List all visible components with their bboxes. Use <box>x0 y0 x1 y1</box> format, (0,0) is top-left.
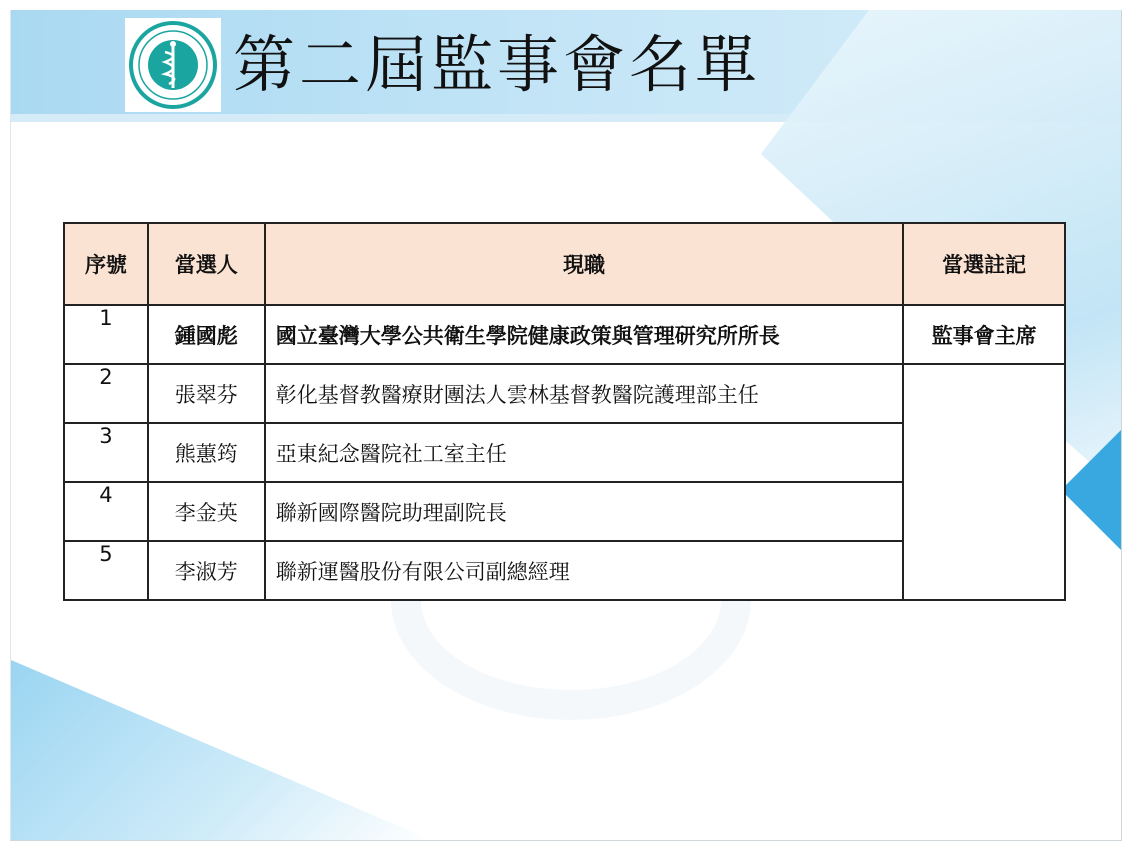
row-position: 彰化基督教醫療財團法人雲林基督教醫院護理部主任 <box>265 364 904 423</box>
supervisors-table <box>63 222 1066 601</box>
slide <box>10 10 1122 841</box>
row-name: 李金英 <box>148 482 265 541</box>
row-no: 4 <box>64 482 148 541</box>
row-position: 聯新國際醫院助理副院長 <box>265 482 904 541</box>
row-note-empty <box>903 364 1065 600</box>
table-row <box>64 364 1065 423</box>
row-no: 5 <box>64 541 148 600</box>
header-position: 現職 <box>265 223 904 305</box>
header-note: 當選註記 <box>903 223 1065 305</box>
table-header-row <box>64 223 1065 305</box>
row-position: 聯新運醫股份有限公司副總經理 <box>265 541 904 600</box>
row-position: 亞東紀念醫院社工室主任 <box>265 423 904 482</box>
row-position: 國立臺灣大學公共衛生學院健康政策與管理研究所所長 <box>265 305 904 364</box>
corner-triangle-decoration <box>11 660 431 840</box>
header-name: 當選人 <box>148 223 265 305</box>
page-title: 第二屆監事會名單 <box>233 28 762 101</box>
row-name: 鍾國彪 <box>148 305 265 364</box>
row-name: 熊蕙筠 <box>148 423 265 482</box>
row-no: 3 <box>64 423 148 482</box>
header-no: 序號 <box>64 223 148 305</box>
row-note: 監事會主席 <box>903 305 1065 364</box>
association-logo-icon <box>125 18 221 112</box>
row-no: 1 <box>64 305 148 364</box>
row-name: 張翠芬 <box>148 364 265 423</box>
table-row <box>64 305 1065 364</box>
row-no: 2 <box>64 364 148 423</box>
row-name: 李淑芳 <box>148 541 265 600</box>
